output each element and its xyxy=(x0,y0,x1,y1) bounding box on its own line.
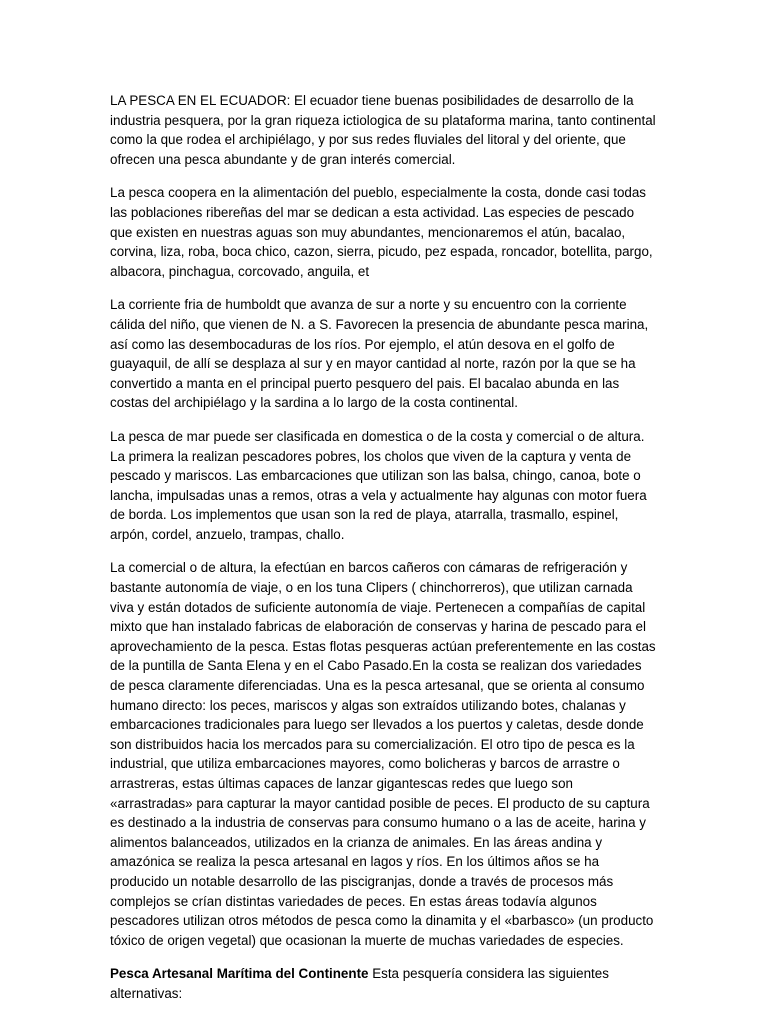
paragraph-pesca-artesanal-text: Esta pesquería considera las siguientes alternativas: xyxy=(110,966,609,1001)
paragraph-pesca-artesanal xyxy=(110,964,658,1003)
document-page xyxy=(110,91,658,1004)
paragraph-pesca-ecuador: LA PESCA EN EL ECUADOR: El ecuador tiene buenas posibilidades de desarrollo de la industria pesquera, por la gran riqueza ictiologica de su plataforma marina, tanto continental como la que rodea el archipiélago, y por sus redes fluviales del litoral y del oriente, que ofrecen una pesca abundante y de gran interés comercial. xyxy=(110,93,656,167)
section-heading-pesca-artesanal: Pesca Artesanal Marítima del Continente xyxy=(110,966,369,982)
paragraph-comercial-altura: La comercial o de altura, la efectúan en barcos cañeros con cámaras de refrigeración y bastante autonomía de viaje, o en los tuna Clipers ( chinchorreros), que utilizan carnada viva y están dotados de suficiente autonomía de viaje. Pertenecen a compañías de capital mixto que han instalado fabricas de elaboración de conservas y harina de pescado para el aprovechamiento de la pesca. Estas flotas pesqueras actúan preferentemente en las costas de la puntilla de Santa Elena y en el Cabo Pasado.En la costa se realizan dos variedades de pesca claramente diferenciadas. Una es la pesca artesanal, que se orienta al consumo humano directo: los peces, mariscos y algas son extraídos utilizando botes, chalanas y embarcaciones tradicionales para luego ser llevados a los puertos y caletas, desde donde son distribuidos hacia los mercados para su comercialización. El otro tipo de pesca es la industrial, que utiliza embarcaciones mayores, como bolicheras y barcos de arrastre o arrastreras, estas últimas capaces de lanzar gigantescas redes que luego son «arrastradas» para capturar la mayor cantidad posible de peces. El producto de su captura es destinado a la industria de conservas para consumo humano o a las de aceite, harina y alimentos balanceados, utilizados en la crianza de animales. En las áreas andina y amazónica se realiza la pesca artesanal en lagos y ríos. En los últimos años se ha producido un notable desarrollo de las piscigranjas, donde a través de procesos más complejos se crían distintas variedades de peces. En estas áreas todavía algunos pescadores utilizan otros métodos de pesca como la dinamita y el «barbasco» (un producto tóxico de origen vegetal) que ocasionan la muerte de muchas variedades de especies. xyxy=(110,560,656,948)
paragraph-corriente-humboldt: La corriente fria de humboldt que avanza de sur a norte y su encuentro con la corriente cálida del niño, que vienen de N. a S. Favorecen la presencia de abundante pesca marina, así como las desembocaduras de los ríos. Por ejemplo, el atún desova en el golfo de guayaquil, de allí se desplaza al sur y en mayor cantidad al norte, razón por la que se ha convertido a manta en el principal puerto pesquero del pais. El bacalao abunda en las costas del archipiélago y la sardina a lo largo de la costa continental. xyxy=(110,297,649,411)
paragraph-pesca-de-mar: La pesca de mar puede ser clasificada en domestica o de la costa y comercial o de altura. La primera la realizan pescadores pobres, los cholos que viven de la captura y venta de pescado y mariscos. Las embarcaciones que utilizan son las balsa, chingo, canoa, bote o lancha, impulsadas unas a remos, otras a vela y actualmente hay algunas con motor fuera de borda. Los implementos que usan son la red de playa, atarralla, trasmallo, espinel, arpón, cordel, anzuelo, trampas, challo. xyxy=(110,428,647,542)
paragraph-alimentacion: La pesca coopera en la alimentación del pueblo, especialmente la costa, donde casi todas las poblaciones ribereñas del mar se dedican a esta actividad. Las especies de pescado que existen en nuestras aguas son muy abundantes, mencionaremos el atún, bacalao, corvina, liza, roba, boca chico, cazon, sierra, picudo, pez espada, roncador, botellita, pargo, albacora, pinchagua, corcovado, anguila, et xyxy=(110,185,653,279)
